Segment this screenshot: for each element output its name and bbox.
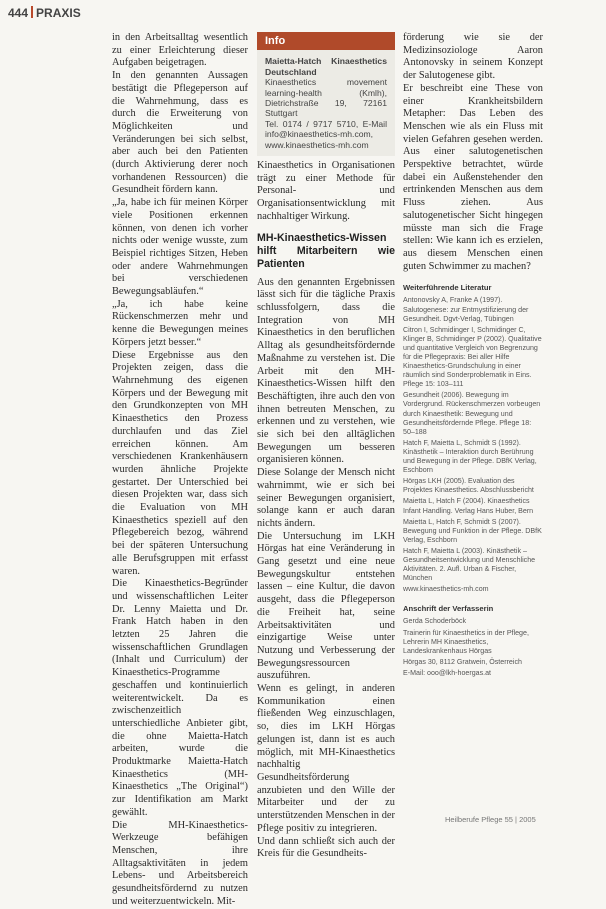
author-heading: Anschrift der Verfasserin	[403, 604, 494, 614]
literature-entry: Antonovsky A, Franke A (1997). Salutogenese: zur Entmystifizierung der Gesundheit. Dgvt-Verlag, Tübingen	[403, 296, 529, 323]
section-title: PRAXIS	[36, 6, 81, 20]
paragraph: Wenn es gelingt, in anderen Kommunikation einen fließenden Weg einzuschlagen, so, dies im LKH Hörgas gelungen ist, dann ist es auch möglich, mit MH-Kinaesthetics nachhaltig Gesundheitsförderung anzubieten und den Wille der Mitarbeiter und der zu unterstützenden Menschen in der Pflege positiv zu integrieren.	[257, 683, 395, 834]
page-footer: Heilberufe Pflege 55 | 2005	[445, 815, 536, 824]
author-address: Hörgas 30, 8112 Gratwein, Österreich	[403, 657, 522, 666]
info-box	[257, 32, 395, 156]
author-name: Gerda Schoderböck	[403, 617, 467, 626]
paragraph: Die MH-Kinaesthetics-Werkzeuge befähigen Menschen, ihre Alltagsaktivitäten in jedem Lebens- und Arbeitsbereich gesundheitsfördernd zu nutzen und weiterzuentwickeln. Mit-	[112, 819, 248, 907]
literature-entry: Hörgas LKH (2005). Evaluation des Projektes Kinaesthetics. Abschlussbericht	[403, 477, 534, 495]
quote: „Ja, ich habe keine Rückenschmerzen mehr und kenne die Bewegungen meines Körpers jetzt besser.“	[112, 298, 248, 348]
info-box-title: Info	[257, 32, 395, 50]
literature-entry: Hatch F, Maietta L, Schmidt S (1992). Kinästhetik – Interaktion durch Berührung und Bewegung in der Pflege. DBfK Verlag, Eschborn	[403, 438, 537, 475]
section-subheading: MH-Kinaesthetics-Wissen hilft Mitarbeitern wie Patienten	[257, 231, 395, 270]
column-1	[112, 32, 248, 909]
literature-entry: www.kinaesthetics-mh.com	[403, 585, 489, 594]
paragraph: Aus den genannten Ergebnissen lässt sich für die tägliche Praxis schlussfolgern, dass die Integration von MH Kinaesthetics in den beruflichen Alltag als gesundheitsfördernde Maßnahme zu verstehen ist. Die Arbeit mit den MH-Kinaesthetics-Wissen hilft den Beschäftigten, ihre auch den von ihnen betreuten Menschen, zu erkennen und zu verstehen, wie sie sich bei den alltäglichen Bewegungen um besseren organisieren können.	[257, 276, 395, 466]
info-contact: Tel. 0174 / 9717 5710, E-Mail info@kinaesthetics-mh.com,	[265, 118, 387, 140]
literature-entry: Maietta L, Hatch F, Schmidt S (2007). Bewegung und Funktion in der Pflege. DBfK Verlag, Eschborn	[403, 517, 542, 544]
column-3	[403, 32, 543, 680]
paragraph: Die Kinaesthetics-Begründer und wissenschaftlichen Leiter Dr. Lenny Maietta und Dr. Frank Hatch haben in den letzten 25 Jahren die wissenschaftlichen Grundlagen (Inhalt und Curriculum) der Kinaesthetics-Programme geschaffen und kontinuierlich weiterentwickelt. Da es zwischenzeitlich unterschiedliche Anbieter gibt, die ohne Maietta-Hatch arbeiten, wurde die Produktmarke Maietta-Hatch Kinaesthetics (MH-Kinaesthetics „The Original“) zur Identifikation am Markt gewählt.	[112, 578, 248, 818]
author-role: Trainerin für Kinaesthetics in der Pflege, Lehrerin MH Kinaesthetics, Landeskrankenhaus Hörgas	[403, 628, 529, 655]
header-divider	[31, 6, 33, 18]
paragraph: Er beschreibt eine These von einer Krankheitsbildern Metapher: Das Leben des Menschen wie als ein Fluss mit vielen Gefahren gesehen werden. Aus einer salutogenetischen Perspektive betrachtet, würde dabei ein Außenstehender den ertrinkenden Menschen aus dem Fluss ziehen. Aus salutogenetischer Sicht hingegen müsste man sich die Frage stellen: Wie kann ich es erzielen, aus diesem Menschen einen guten Schwimmer zu machen?	[403, 82, 543, 272]
paragraph: Und dann schließt sich auch der Kreis für die Gesundheits-	[257, 835, 395, 860]
page-header	[8, 4, 81, 24]
author-email: E-Mail: ooo@lkh-hoergas.at	[403, 668, 492, 677]
paragraph: in den Arbeitsalltag wesentlich zu einer Erleichterung dieser Aufgaben beigetragen.	[112, 32, 248, 69]
literature-box	[403, 283, 543, 678]
paragraph: förderung wie sie der Medizinsoziologe Aaron Antonovsky in seinem Konzept der Salutogenese gibt.	[403, 32, 543, 82]
paragraph: Diese Solange der Mensch nicht wahrnimmt, wie er sich bei seiner Bewegungen organisiert, solange kann er auch daran nichts ändern.	[257, 467, 395, 529]
literature-entry: Hatch F, Maietta L (2003). Kinästhetik – Gesundheitsentwicklung und Menschliche Aktivitäten. 2. Aufl. Urban & Fischer, München	[403, 546, 536, 583]
paragraph: In den genannten Aussagen bestätigt die Pflegeperson auf die Wahrnehmung, dass es durch die Erweiterung von Möglichkeiten und Veränderungen bei sich selbst, aber auch bei den Patienten (durch Aktivierung derer noch vorhandenen Ressourcen) die Gesundheit fördern kann.	[112, 70, 248, 196]
info-address: Kinaesthetics movement learning-health (Kmlh), Dietrichstraße 19, 72161 Stuttgart	[265, 77, 387, 119]
paragraph: Die Untersuchung im LKH Hörgas hat eine Veränderung in Gang gesetzt und eine neue Bewegungskultur entstehen lassen – eine Kultur, die davon ausgeht, dass die Pflegeperson die Freiheit hat, seine Arbeitsaktivitäten und einzigartige Weise unter Nutzung und Verbesserung der Bewegungsressourcen auszuführen.	[257, 530, 395, 682]
literature-entry: Citron I, Schmidinger I, Schmidinger C, Klinger B, Schmidinger P (2002). Qualitative und quantitative Vergleich von Begrenzung für die Pflegepraxis: Bei aller Hilfe Kinaesthetics-Grundschulung in einer räumlich sind Sonderproblematik in Eins. Pflege 15: 103–111	[403, 325, 542, 389]
quote: „Ja, habe ich für meinen Körper viele Positionen erkennen können, von denen ich vorher nichts oder wenige wusste, zum Beispiel richtiges Sitzen, Heben oder andere Wahrnehmungen bei verschiedenen Bewegungsabläufen.“	[112, 197, 248, 298]
literature-entry: Maietta L, Hatch F (2004). Kinaesthetics Infant Handling. Verlag Hans Huber, Bern	[403, 497, 534, 515]
paragraph: Kinaesthetics in Organisationen trägt zu einer Methode für Personal- und Organisationsentwicklung mit nachhaltiger Wirkung.	[257, 160, 395, 222]
literature-heading: Weiterführende Literatur	[403, 283, 492, 293]
info-org: Maietta-Hatch Kinaesthetics Deutschland	[265, 56, 387, 77]
literature-entry: Gesundheit (2006). Bewegung im Vordergrund. Rückenschmerzen vorbeugen durch Kinaesthetik: Bewegung und Gesundheitsfördernde Pflege. Pflege 18: 50–188	[403, 391, 541, 436]
paragraph: Diese Ergebnisse aus den Projekten zeigen, dass die Wahrnehmung des eigenen Körpers und der Bewegung mit den Grundkonzepten von MH Kinaesthetics den Prozess durchlaufen und das Ziel erreichen können. Am verschiedenen Krankenhäusern wurden ähnliche Projekte gestartet. Der Unterschied bei diesen Projekten war, dass sich die Evaluation von MH Kinaesthetics speziell auf den Pflegebereich bezog, während bei der späteren Untersuchung alle Berufsgruppen mit erfasst waren.	[112, 349, 248, 577]
page-number: 444	[8, 6, 29, 20]
info-website: www.kinaesthetics-mh.com	[265, 139, 369, 150]
column-2	[257, 32, 395, 861]
